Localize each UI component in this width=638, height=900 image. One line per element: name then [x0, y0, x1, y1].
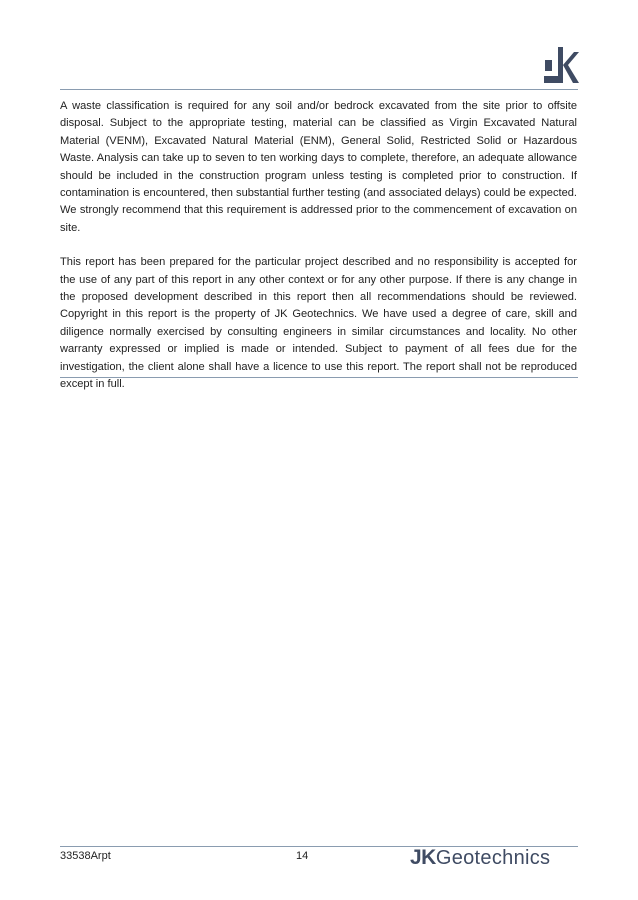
brand-suffix: Geotechnics	[435, 847, 551, 869]
report-body	[60, 98, 577, 394]
report-reference: 33538Arpt	[60, 850, 111, 862]
footer-brand-logo	[410, 846, 550, 870]
waste-classification-paragraph: A waste classification is required for any soil and/or bedrock excavated from the site prior to offsite disposal. Subject to the appropriate testing, material can be classified as Virgin Excavated Natural Material (VENM), Excavated Natural Material (ENM), General Solid, Restricted Solid or Hazardous Waste. Analysis can take up to seven to ten working days to complete, therefore, an adequate allowance should be included in the construction program unless testing is completed prior to construction. If contamination is encountered, then substantial further testing (and associated delays) could be expected. We strongly recommend that this requirement is addressed prior to the commencement of excavation on site.	[60, 100, 577, 234]
brand-prefix: JK	[410, 846, 436, 869]
page-number: 14	[296, 850, 309, 862]
header-rule	[60, 89, 578, 90]
disclaimer-paragraph: This report has been prepared for the particular project described and no responsibility is accepted for the use of any part of this report in any other context or for any other purpose. If there is any change in the proposed development described in this report then all recommendations should be reviewed. Copyright in this report is the property of JK Geotechnics. We have used a degree of care, skill and diligence normally exercised by consulting engineers in similar circumstances and locality. No other warranty expressed or implied is made or intended. Subject to payment of all fees due for the investigation, the client alone shall have a licence to use this report. The report shall not be reproduced except in full.	[60, 256, 577, 391]
jk-monogram-icon	[541, 47, 579, 83]
section-end-rule	[60, 377, 578, 378]
